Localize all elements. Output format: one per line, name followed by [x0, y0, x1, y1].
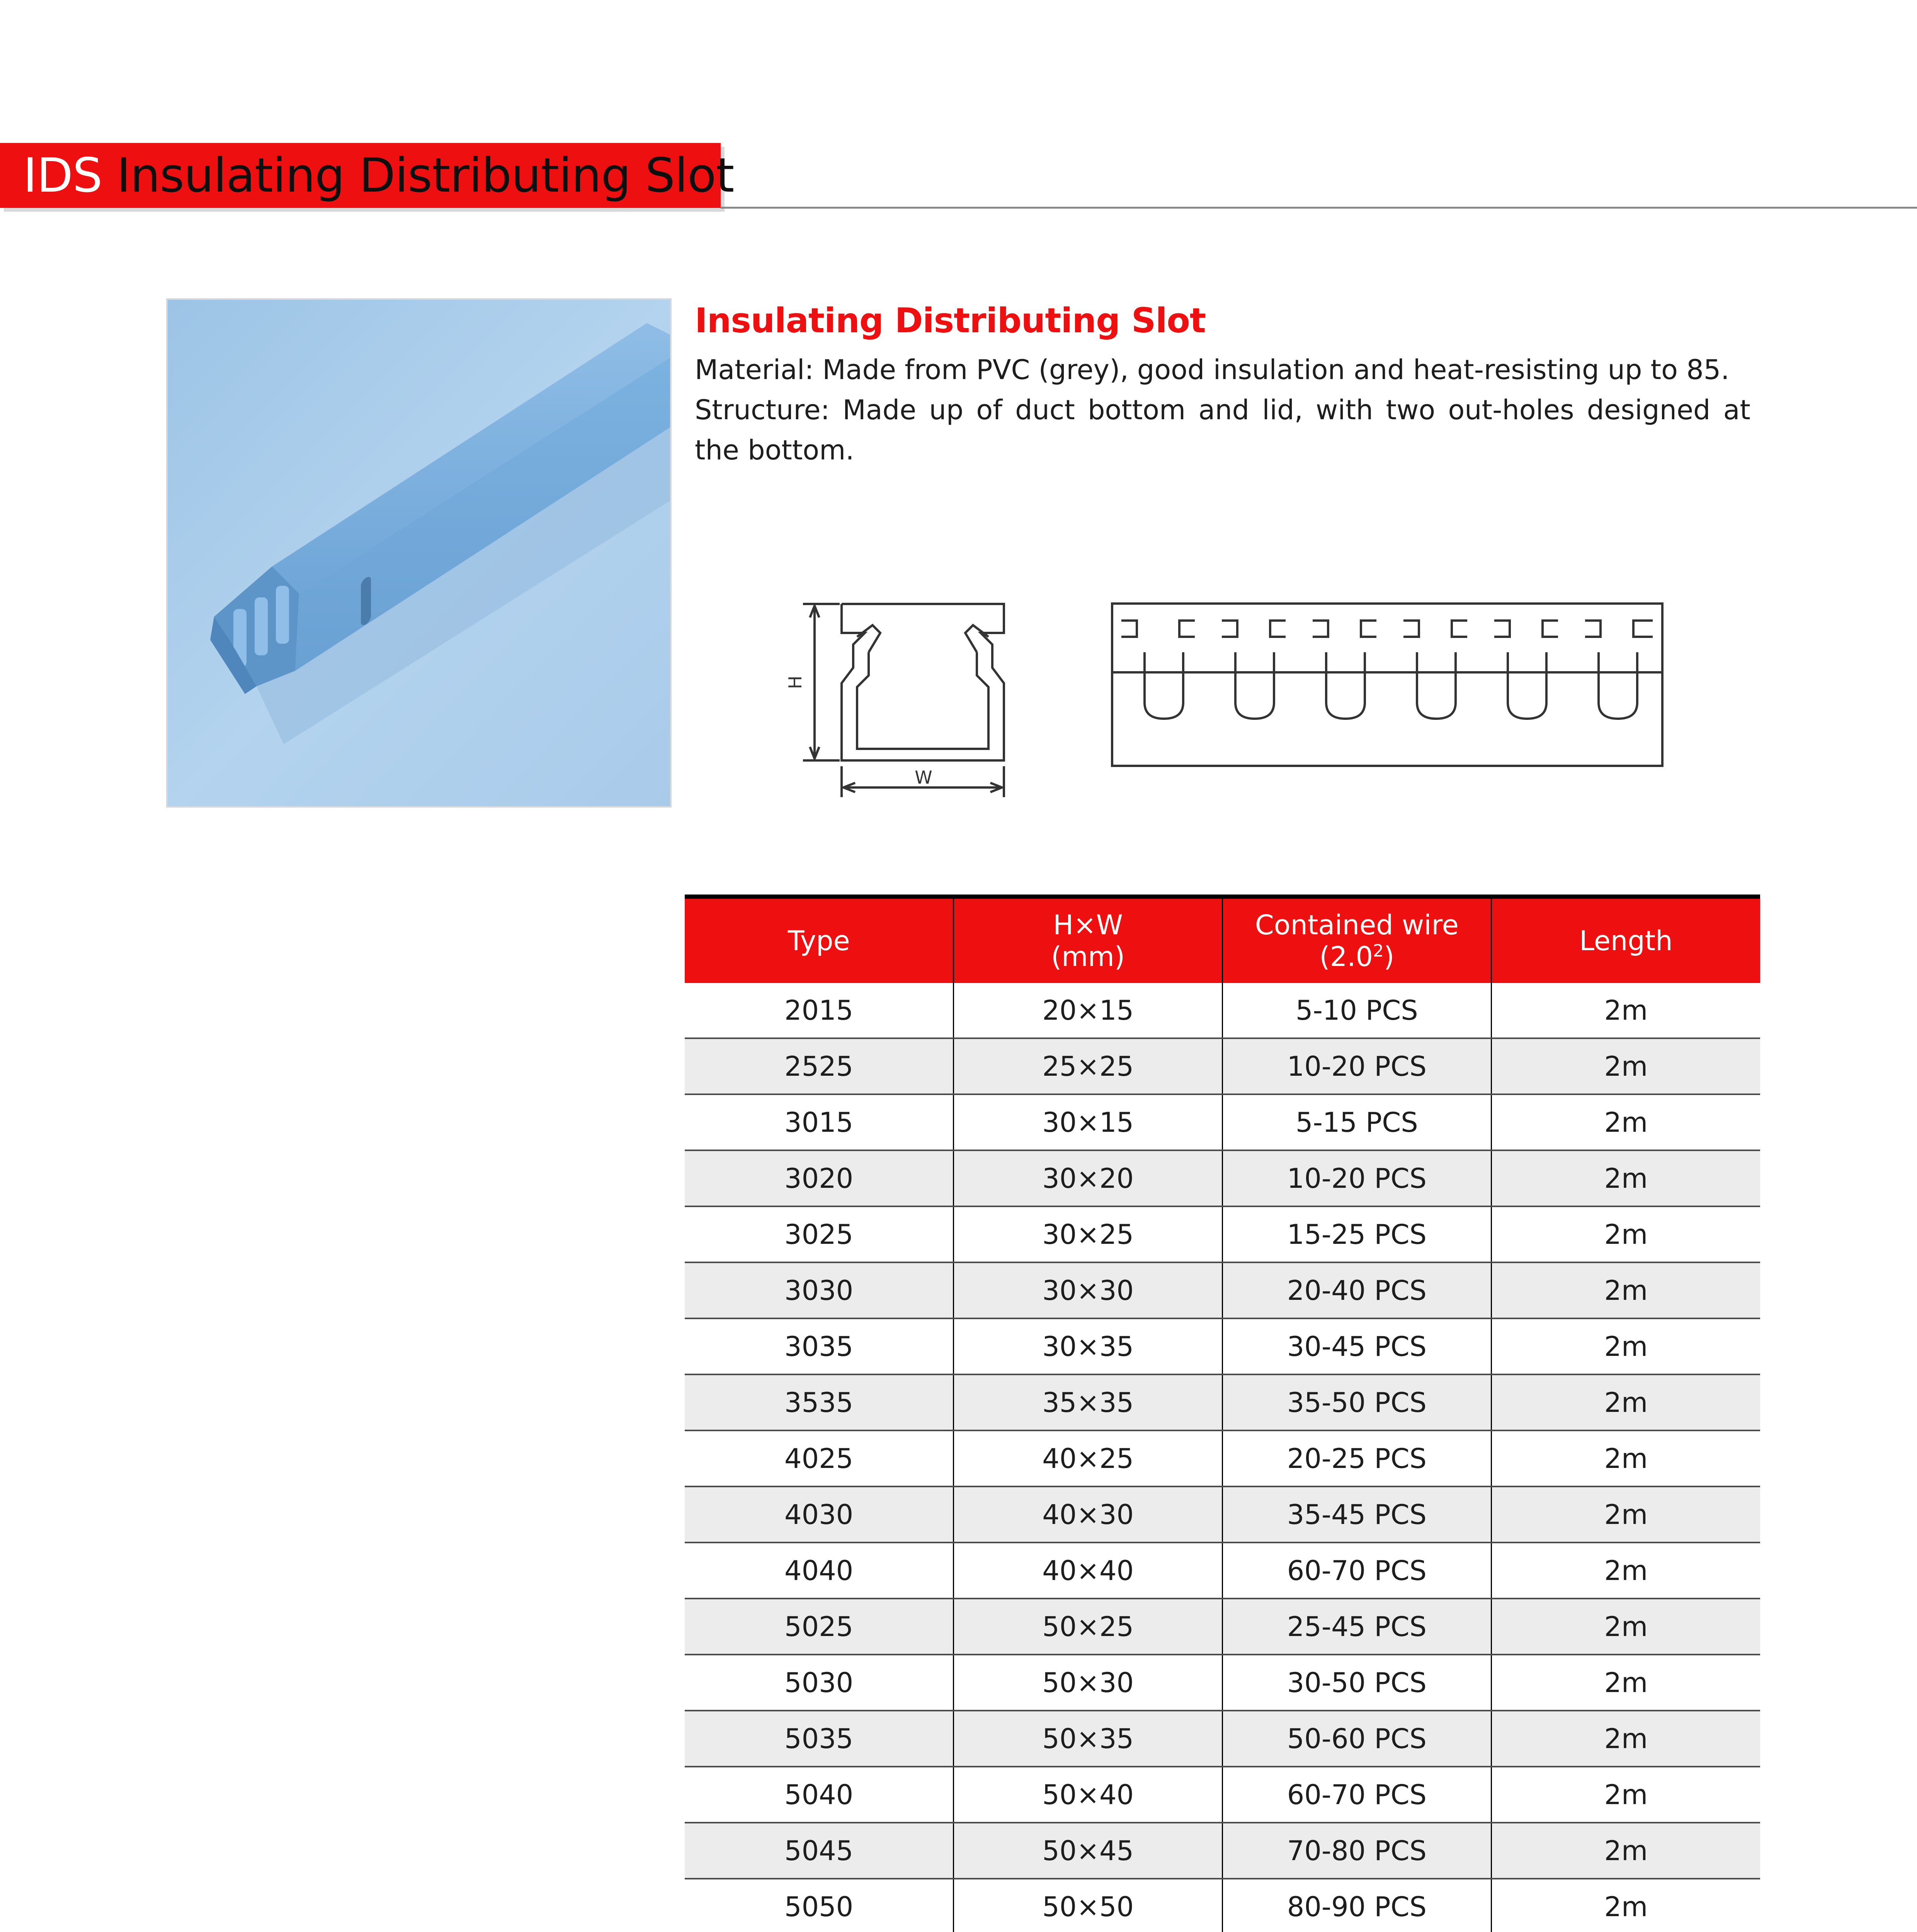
hw-cell: 40×30 [954, 1486, 1223, 1543]
type-cell: 5050 [685, 1879, 954, 1932]
length-cell: 2m [1491, 1150, 1760, 1206]
wire-cell: 5-10 PCS [1223, 983, 1492, 1038]
wire-cell: 30-45 PCS [1223, 1318, 1492, 1374]
table-row [685, 1262, 1760, 1318]
width-label: W [915, 767, 932, 788]
hw-cell: 50×30 [954, 1655, 1223, 1711]
hw-cell: 30×30 [954, 1262, 1223, 1318]
table-row [685, 1879, 1760, 1932]
type-cell: 5025 [685, 1599, 954, 1655]
length-cell: 2m [1491, 1318, 1760, 1374]
hw-cell: 25×25 [954, 1038, 1223, 1094]
header-wire-end: ) [1384, 941, 1395, 973]
header-wire [1223, 897, 1492, 983]
header-wire-line2 [1223, 941, 1491, 973]
hw-cell: 50×45 [954, 1823, 1223, 1879]
length-cell: 2m [1491, 1767, 1760, 1823]
product-title: Insulating Distributing Slot [695, 301, 1206, 340]
height-label: H [785, 675, 806, 689]
title-code: IDS [23, 148, 102, 203]
type-cell: 3020 [685, 1150, 954, 1206]
type-cell: 3015 [685, 1094, 954, 1150]
length-cell: 2m [1491, 1430, 1760, 1486]
type-cell: 2015 [685, 983, 954, 1038]
title-banner [0, 143, 734, 208]
table-row [685, 1374, 1760, 1430]
header-wire-line1: Contained wire [1255, 909, 1459, 941]
title-text: Insulating Distributing Slot [117, 148, 734, 203]
wire-cell: 70-80 PCS [1223, 1823, 1492, 1879]
length-cell: 2m [1491, 1655, 1760, 1711]
header-type: Type [685, 897, 954, 983]
wire-cell: 10-20 PCS [1223, 1038, 1492, 1094]
hw-cell: 30×15 [954, 1094, 1223, 1150]
type-cell: 5035 [685, 1711, 954, 1767]
wire-cell: 20-25 PCS [1223, 1430, 1492, 1486]
header-rule [721, 207, 1917, 209]
table-header-row [685, 897, 1760, 983]
product-photo [166, 298, 672, 808]
wire-cell: 15-25 PCS [1223, 1206, 1492, 1262]
type-cell: 5040 [685, 1767, 954, 1823]
wire-cell: 25-45 PCS [1223, 1599, 1492, 1655]
header-length: Length [1491, 897, 1760, 983]
length-cell: 2m [1491, 1374, 1760, 1430]
header-hw [954, 897, 1223, 983]
length-cell: 2m [1491, 1486, 1760, 1543]
table-row [685, 1711, 1760, 1767]
wire-cell: 10-20 PCS [1223, 1150, 1492, 1206]
table-row [685, 1823, 1760, 1879]
length-cell: 2m [1491, 1543, 1760, 1599]
wire-cell: 30-50 PCS [1223, 1655, 1492, 1711]
length-cell: 2m [1491, 1038, 1760, 1094]
hw-cell: 50×25 [954, 1599, 1223, 1655]
wire-cell: 20-40 PCS [1223, 1262, 1492, 1318]
hw-cell: 50×50 [954, 1879, 1223, 1932]
table-row [685, 983, 1760, 1038]
hw-cell: 40×25 [954, 1430, 1223, 1486]
type-cell: 4040 [685, 1543, 954, 1599]
spec-table [685, 895, 1760, 1932]
wire-cell: 35-45 PCS [1223, 1486, 1492, 1543]
type-cell: 4030 [685, 1486, 954, 1543]
table-row [685, 1430, 1760, 1486]
table-row [685, 1486, 1760, 1543]
type-cell: 5045 [685, 1823, 954, 1879]
table-row [685, 1318, 1760, 1374]
table-row [685, 1206, 1760, 1262]
header-hw-line1: H×W [1053, 909, 1123, 941]
type-cell: 3535 [685, 1374, 954, 1430]
header-wire-sup: 2 [1373, 941, 1384, 961]
table-row [685, 1655, 1760, 1711]
type-cell: 5030 [685, 1655, 954, 1711]
table-row [685, 1150, 1760, 1206]
table-row [685, 1599, 1760, 1655]
length-cell: 2m [1491, 983, 1760, 1038]
length-cell: 2m [1491, 1711, 1760, 1767]
length-cell: 2m [1491, 1823, 1760, 1879]
hw-cell: 50×40 [954, 1767, 1223, 1823]
length-cell: 2m [1491, 1206, 1760, 1262]
hw-cell: 50×35 [954, 1711, 1223, 1767]
type-cell: 4025 [685, 1430, 954, 1486]
type-cell: 3035 [685, 1318, 954, 1374]
wire-cell: 5-15 PCS [1223, 1094, 1492, 1150]
type-cell: 2525 [685, 1038, 954, 1094]
hw-cell: 30×35 [954, 1318, 1223, 1374]
side-view-drawing [1110, 598, 1666, 776]
length-cell: 2m [1491, 1879, 1760, 1932]
header-wire-base: (2.0 [1319, 941, 1373, 973]
length-cell: 2m [1491, 1262, 1760, 1318]
wire-cell: 60-70 PCS [1223, 1767, 1492, 1823]
cross-section-drawing [764, 594, 1054, 811]
wire-cell: 80-90 PCS [1223, 1879, 1492, 1932]
table-row [685, 1543, 1760, 1599]
wire-cell: 35-50 PCS [1223, 1374, 1492, 1430]
hw-cell: 20×15 [954, 983, 1223, 1038]
page-title [23, 148, 734, 202]
length-cell: 2m [1491, 1094, 1760, 1150]
hw-cell: 30×25 [954, 1206, 1223, 1262]
table-row [685, 1094, 1760, 1150]
wire-cell: 50-60 PCS [1223, 1711, 1492, 1767]
material-text: Material: Made from PVC (grey), good insulation and heat-resisting up to 85. [695, 354, 1730, 386]
table-row [685, 1038, 1760, 1094]
hw-cell: 30×20 [954, 1150, 1223, 1206]
wire-cell: 60-70 PCS [1223, 1543, 1492, 1599]
hw-cell: 40×40 [954, 1543, 1223, 1599]
type-cell: 3030 [685, 1262, 954, 1318]
type-cell: 3025 [685, 1206, 954, 1262]
length-cell: 2m [1491, 1599, 1760, 1655]
structure-text: Structure: Made up of duct bottom and lid, with two out-holes designed at the bottom. [695, 394, 1750, 466]
table-row [685, 1767, 1760, 1823]
header-hw-line2: (mm) [1051, 941, 1125, 973]
hw-cell: 35×35 [954, 1374, 1223, 1430]
